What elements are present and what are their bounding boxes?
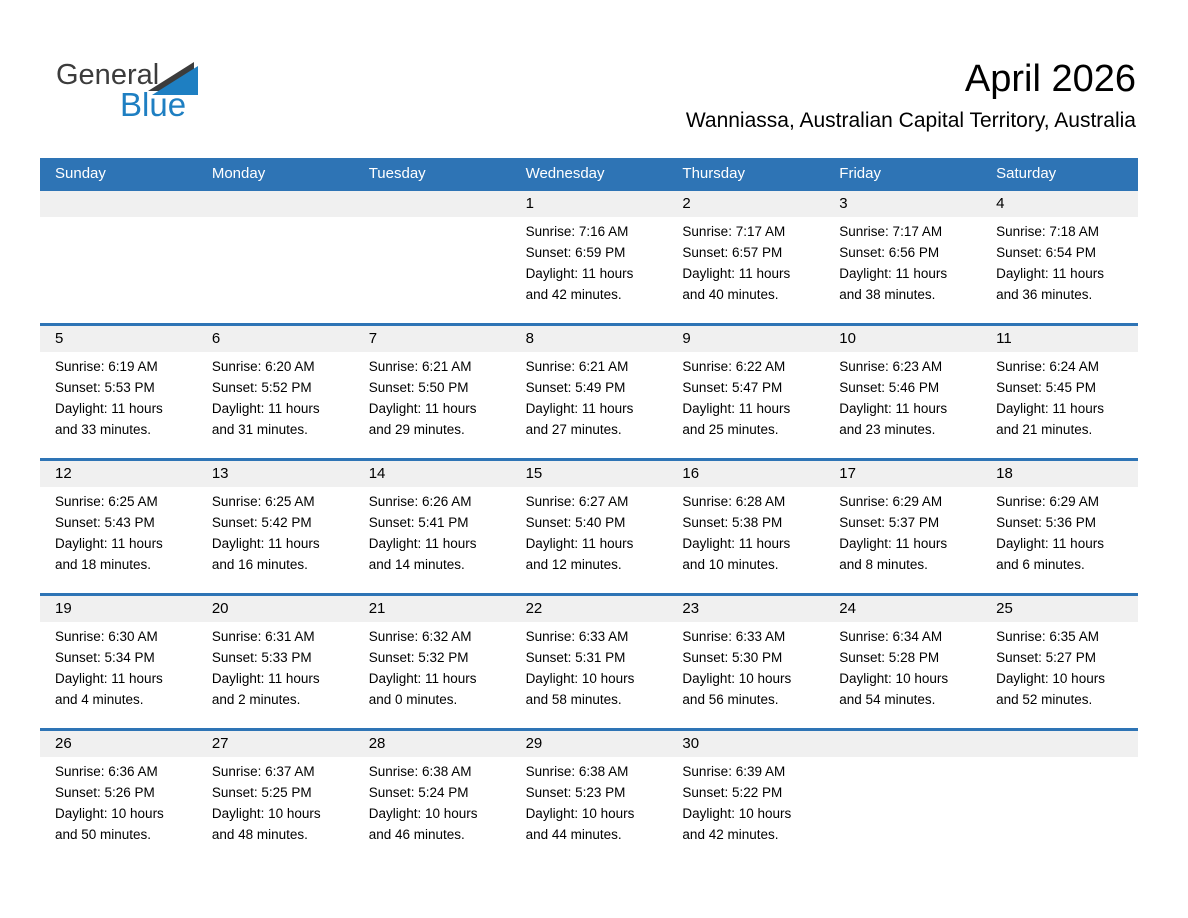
- sunset-text-7: Sunset: 5:50 PM: [368, 380, 469, 395]
- day-details-25: [981, 622, 1138, 710]
- daylight-text-16: and 10 minutes.: [682, 557, 779, 572]
- sunrise-text-25: Sunrise: 6:35 AM: [996, 629, 1099, 644]
- daylight-text-26: and 50 minutes.: [55, 827, 152, 842]
- day-details-28: [354, 757, 511, 845]
- day-cell-17: [824, 461, 981, 593]
- daylight-text-24: and 54 minutes.: [839, 692, 936, 707]
- sunset-text-5: Sunset: 5:53 PM: [55, 380, 155, 395]
- day-details-9: [667, 352, 824, 440]
- daylight-text-19: and 4 minutes.: [55, 692, 144, 707]
- sunset-text-6: Sunset: 5:52 PM: [211, 380, 312, 395]
- day-cell-25: [981, 596, 1138, 728]
- daylight-text-22: Daylight: 10 hours: [525, 671, 635, 686]
- daylight-text-29: Daylight: 10 hours: [525, 806, 635, 821]
- daylight-text-13: Daylight: 11 hours: [211, 536, 320, 551]
- title-block: [376, 56, 1136, 136]
- sunrise-text-14: Sunrise: 6:26 AM: [368, 494, 472, 509]
- day-details-6: [197, 352, 354, 440]
- daylight-text-8: and 27 minutes.: [525, 422, 622, 437]
- day-cell-5: [40, 326, 197, 458]
- sunset-text-14: Sunset: 5:41 PM: [368, 515, 469, 530]
- sunrise-text-22: Sunrise: 6:33 AM: [525, 629, 629, 644]
- day-number-27: 27: [197, 731, 354, 757]
- daylight-text-23: and 56 minutes.: [682, 692, 779, 707]
- daylight-text-1: and 42 minutes.: [525, 287, 622, 302]
- sunset-text-12: Sunset: 5:43 PM: [55, 515, 155, 530]
- sunset-text-18: Sunset: 5:36 PM: [996, 515, 1096, 530]
- day-number-16: 16: [667, 461, 824, 487]
- daylight-text-30: and 42 minutes.: [682, 827, 779, 842]
- day-details-26: [40, 757, 197, 845]
- day-details-2: [667, 217, 824, 305]
- day-number-7: 7: [354, 326, 511, 352]
- day-number-22: 22: [511, 596, 668, 622]
- daylight-text-28: and 46 minutes.: [368, 827, 465, 842]
- daylight-text-17: Daylight: 11 hours: [839, 536, 948, 551]
- day-details-20: [197, 622, 354, 710]
- day-details-29: [511, 757, 668, 845]
- day-cell-12: [40, 461, 197, 593]
- day-cell-9: [667, 326, 824, 458]
- daylight-text-24: Daylight: 10 hours: [839, 671, 949, 686]
- day-details-12: [40, 487, 197, 575]
- day-number-3: 3: [824, 191, 981, 217]
- week-row-5: [40, 728, 1138, 863]
- sunrise-text-30: Sunrise: 6:39 AM: [682, 764, 786, 779]
- day-cell-empty: [197, 191, 354, 323]
- day-details-23: [667, 622, 824, 710]
- sunrise-text-27: Sunrise: 6:37 AM: [211, 764, 315, 779]
- sunrise-text-20: Sunrise: 6:31 AM: [211, 629, 315, 644]
- day-number-30: 30: [667, 731, 824, 757]
- week-row-4: [40, 593, 1138, 728]
- day-cell-16: [667, 461, 824, 593]
- day-cell-2: [667, 191, 824, 323]
- day-details-19: [40, 622, 197, 710]
- day-cell-10: [824, 326, 981, 458]
- daylight-text-11: and 21 minutes.: [996, 422, 1093, 437]
- daylight-text-20: Daylight: 11 hours: [211, 671, 320, 686]
- daylight-text-4: and 36 minutes.: [996, 287, 1093, 302]
- daylight-text-10: Daylight: 11 hours: [839, 401, 948, 416]
- daylight-text-14: and 14 minutes.: [368, 557, 465, 572]
- day-cell-23: [667, 596, 824, 728]
- daylight-text-20: and 2 minutes.: [211, 692, 301, 707]
- daylight-text-26: Daylight: 10 hours: [55, 806, 164, 821]
- weekday-label-tuesday: Tuesday: [368, 164, 426, 182]
- sunset-text-23: Sunset: 5:30 PM: [682, 650, 783, 665]
- day-number-23: 23: [667, 596, 824, 622]
- sunrise-text-15: Sunrise: 6:27 AM: [525, 494, 629, 509]
- daylight-text-23: Daylight: 10 hours: [682, 671, 792, 686]
- sunrise-text-7: Sunrise: 6:21 AM: [368, 359, 472, 374]
- sunrise-text-6: Sunrise: 6:20 AM: [211, 359, 315, 374]
- sunrise-text-9: Sunrise: 6:22 AM: [682, 359, 786, 374]
- day-cell-empty: [824, 731, 981, 863]
- sunset-text-10: Sunset: 5:46 PM: [839, 380, 940, 395]
- day-cell-14: [354, 461, 511, 593]
- week-row-1: [40, 188, 1138, 323]
- weekday-label-saturday: Saturday: [996, 164, 1057, 182]
- day-band-empty: [197, 191, 354, 217]
- day-number-19: 19: [40, 596, 197, 622]
- logo-word-blue: Blue: [120, 86, 187, 123]
- sunrise-text-4: Sunrise: 7:18 AM: [996, 224, 1099, 239]
- sunset-text-30: Sunset: 5:22 PM: [682, 785, 783, 800]
- sunset-text-9: Sunset: 5:47 PM: [682, 380, 783, 395]
- daylight-text-7: and 29 minutes.: [368, 422, 465, 437]
- day-cell-19: [40, 596, 197, 728]
- daylight-text-10: and 23 minutes.: [839, 422, 936, 437]
- day-cell-18: [981, 461, 1138, 593]
- day-cell-21: [354, 596, 511, 728]
- day-cell-11: [981, 326, 1138, 458]
- sunset-text-29: Sunset: 5:23 PM: [525, 785, 626, 800]
- daylight-text-5: and 33 minutes.: [55, 422, 152, 437]
- daylight-text-7: Daylight: 11 hours: [368, 401, 477, 416]
- weekday-label-thursday: Thursday: [682, 164, 745, 182]
- sunset-text-2: Sunset: 6:57 PM: [682, 245, 783, 260]
- daylight-text-19: Daylight: 11 hours: [55, 671, 163, 686]
- day-number-26: 26: [40, 731, 197, 757]
- daylight-text-22: and 58 minutes.: [525, 692, 622, 707]
- day-number-8: 8: [511, 326, 668, 352]
- day-number-21: 21: [354, 596, 511, 622]
- daylight-text-9: and 25 minutes.: [682, 422, 779, 437]
- sunset-text-3: Sunset: 6:56 PM: [839, 245, 940, 260]
- sunset-text-8: Sunset: 5:49 PM: [525, 380, 626, 395]
- day-number-1: 1: [511, 191, 668, 217]
- sunset-text-1: Sunset: 6:59 PM: [525, 245, 626, 260]
- day-cell-empty: [981, 731, 1138, 863]
- daylight-text-17: and 8 minutes.: [839, 557, 928, 572]
- day-cell-4: [981, 191, 1138, 323]
- daylight-text-13: and 16 minutes.: [211, 557, 308, 572]
- day-details-14: [354, 487, 511, 575]
- sunset-text-17: Sunset: 5:37 PM: [839, 515, 940, 530]
- day-number-25: 25: [981, 596, 1138, 622]
- day-number-14: 14: [354, 461, 511, 487]
- daylight-text-27: and 48 minutes.: [211, 827, 308, 842]
- day-cell-empty: [354, 191, 511, 323]
- day-details-4: [981, 217, 1138, 305]
- day-number-29: 29: [511, 731, 668, 757]
- sunrise-text-17: Sunrise: 6:29 AM: [839, 494, 943, 509]
- day-details-1: [511, 217, 668, 305]
- day-details-7: [354, 352, 511, 440]
- daylight-text-25: and 52 minutes.: [996, 692, 1093, 707]
- sunrise-text-10: Sunrise: 6:23 AM: [839, 359, 943, 374]
- day-cell-3: [824, 191, 981, 323]
- day-details-11: [981, 352, 1138, 440]
- sunset-text-26: Sunset: 5:26 PM: [55, 785, 155, 800]
- daylight-text-28: Daylight: 10 hours: [368, 806, 478, 821]
- sunrise-text-16: Sunrise: 6:28 AM: [682, 494, 786, 509]
- page-title: April 2026: [964, 58, 1136, 100]
- day-details-17: [824, 487, 981, 575]
- sunset-text-24: Sunset: 5:28 PM: [839, 650, 940, 665]
- sunrise-text-13: Sunrise: 6:25 AM: [211, 494, 315, 509]
- sunrise-text-1: Sunrise: 7:16 AM: [525, 224, 629, 239]
- day-details-22: [511, 622, 668, 710]
- daylight-text-12: and 18 minutes.: [55, 557, 152, 572]
- weekday-label-friday: Friday: [839, 164, 881, 182]
- daylight-text-6: and 31 minutes.: [211, 422, 308, 437]
- day-cell-15: [511, 461, 668, 593]
- sunrise-text-21: Sunrise: 6:32 AM: [368, 629, 472, 644]
- day-number-18: 18: [981, 461, 1138, 487]
- day-cell-1: [511, 191, 668, 323]
- daylight-text-21: Daylight: 11 hours: [368, 671, 477, 686]
- sunrise-text-19: Sunrise: 6:30 AM: [55, 629, 158, 644]
- daylight-text-21: and 0 minutes.: [368, 692, 458, 707]
- day-cell-empty: [40, 191, 197, 323]
- day-number-2: 2: [667, 191, 824, 217]
- daylight-text-1: Daylight: 11 hours: [525, 266, 634, 281]
- day-cell-8: [511, 326, 668, 458]
- day-cell-30: [667, 731, 824, 863]
- day-details-15: [511, 487, 668, 575]
- weekday-label-sunday: Sunday: [55, 164, 106, 182]
- sunset-text-4: Sunset: 6:54 PM: [996, 245, 1096, 260]
- day-details-24: [824, 622, 981, 710]
- day-details-10: [824, 352, 981, 440]
- daylight-text-27: Daylight: 10 hours: [211, 806, 321, 821]
- calendar-weeks: [40, 188, 1138, 863]
- daylight-text-2: Daylight: 11 hours: [682, 266, 791, 281]
- sunset-text-19: Sunset: 5:34 PM: [55, 650, 155, 665]
- weekday-label-wednesday: Wednesday: [525, 164, 605, 182]
- daylight-text-5: Daylight: 11 hours: [55, 401, 163, 416]
- day-details-18: [981, 487, 1138, 575]
- sunset-text-15: Sunset: 5:40 PM: [525, 515, 626, 530]
- day-number-24: 24: [824, 596, 981, 622]
- sunrise-text-3: Sunrise: 7:17 AM: [839, 224, 943, 239]
- sunrise-text-24: Sunrise: 6:34 AM: [839, 629, 943, 644]
- day-cell-22: [511, 596, 668, 728]
- day-cell-26: [40, 731, 197, 863]
- daylight-text-18: and 6 minutes.: [996, 557, 1085, 572]
- day-number-5: 5: [40, 326, 197, 352]
- sunrise-text-29: Sunrise: 6:38 AM: [525, 764, 629, 779]
- day-cell-29: [511, 731, 668, 863]
- day-cell-27: [197, 731, 354, 863]
- daylight-text-2: and 40 minutes.: [682, 287, 779, 302]
- day-details-16: [667, 487, 824, 575]
- sunset-text-16: Sunset: 5:38 PM: [682, 515, 783, 530]
- sunset-text-28: Sunset: 5:24 PM: [368, 785, 469, 800]
- day-cell-7: [354, 326, 511, 458]
- day-details-30: [667, 757, 824, 845]
- day-details-8: [511, 352, 668, 440]
- weekday-header-row: [40, 158, 1138, 188]
- sunset-text-21: Sunset: 5:32 PM: [368, 650, 469, 665]
- day-details-21: [354, 622, 511, 710]
- day-band-empty: [981, 731, 1138, 757]
- day-band-empty: [824, 731, 981, 757]
- day-details-3: [824, 217, 981, 305]
- day-details-5: [40, 352, 197, 440]
- daylight-text-11: Daylight: 11 hours: [996, 401, 1104, 416]
- daylight-text-3: and 38 minutes.: [839, 287, 936, 302]
- day-number-17: 17: [824, 461, 981, 487]
- location-subtitle: Wanniassa, Australian Capital Territory, Australia: [685, 109, 1136, 132]
- sunrise-text-8: Sunrise: 6:21 AM: [525, 359, 629, 374]
- daylight-text-14: Daylight: 11 hours: [368, 536, 477, 551]
- day-number-4: 4: [981, 191, 1138, 217]
- day-number-20: 20: [197, 596, 354, 622]
- sunrise-text-18: Sunrise: 6:29 AM: [996, 494, 1099, 509]
- day-details-27: [197, 757, 354, 845]
- calendar-table: [40, 158, 1138, 863]
- sunset-text-20: Sunset: 5:33 PM: [211, 650, 312, 665]
- day-number-9: 9: [667, 326, 824, 352]
- sunrise-text-11: Sunrise: 6:24 AM: [996, 359, 1099, 374]
- logo-word-general: General: [56, 59, 160, 91]
- daylight-text-30: Daylight: 10 hours: [682, 806, 792, 821]
- sunrise-text-12: Sunrise: 6:25 AM: [55, 494, 158, 509]
- daylight-text-3: Daylight: 11 hours: [839, 266, 948, 281]
- sunrise-text-2: Sunrise: 7:17 AM: [682, 224, 786, 239]
- sunrise-text-26: Sunrise: 6:36 AM: [55, 764, 158, 779]
- daylight-text-25: Daylight: 10 hours: [996, 671, 1105, 686]
- day-number-10: 10: [824, 326, 981, 352]
- sunset-text-22: Sunset: 5:31 PM: [525, 650, 626, 665]
- daylight-text-8: Daylight: 11 hours: [525, 401, 634, 416]
- day-details-13: [197, 487, 354, 575]
- sunrise-text-28: Sunrise: 6:38 AM: [368, 764, 472, 779]
- week-row-3: [40, 458, 1138, 593]
- daylight-text-15: Daylight: 11 hours: [525, 536, 634, 551]
- daylight-text-29: and 44 minutes.: [525, 827, 622, 842]
- day-number-15: 15: [511, 461, 668, 487]
- day-cell-6: [197, 326, 354, 458]
- day-cell-28: [354, 731, 511, 863]
- sunset-text-25: Sunset: 5:27 PM: [996, 650, 1096, 665]
- day-cell-13: [197, 461, 354, 593]
- day-number-11: 11: [981, 326, 1138, 352]
- sunset-text-11: Sunset: 5:45 PM: [996, 380, 1096, 395]
- day-cell-24: [824, 596, 981, 728]
- day-number-13: 13: [197, 461, 354, 487]
- daylight-text-6: Daylight: 11 hours: [211, 401, 320, 416]
- daylight-text-18: Daylight: 11 hours: [996, 536, 1104, 551]
- sunset-text-13: Sunset: 5:42 PM: [211, 515, 312, 530]
- sunrise-text-23: Sunrise: 6:33 AM: [682, 629, 786, 644]
- daylight-text-12: Daylight: 11 hours: [55, 536, 163, 551]
- day-number-6: 6: [197, 326, 354, 352]
- general-blue-logo: [56, 58, 226, 128]
- day-number-12: 12: [40, 461, 197, 487]
- weekday-label-monday: Monday: [211, 164, 266, 182]
- day-band-empty: [354, 191, 511, 217]
- daylight-text-15: and 12 minutes.: [525, 557, 622, 572]
- sunrise-text-5: Sunrise: 6:19 AM: [55, 359, 158, 374]
- week-row-2: [40, 323, 1138, 458]
- daylight-text-16: Daylight: 11 hours: [682, 536, 791, 551]
- day-band-empty: [40, 191, 197, 217]
- day-cell-20: [197, 596, 354, 728]
- sunset-text-27: Sunset: 5:25 PM: [211, 785, 312, 800]
- daylight-text-9: Daylight: 11 hours: [682, 401, 791, 416]
- day-number-28: 28: [354, 731, 511, 757]
- daylight-text-4: Daylight: 11 hours: [996, 266, 1104, 281]
